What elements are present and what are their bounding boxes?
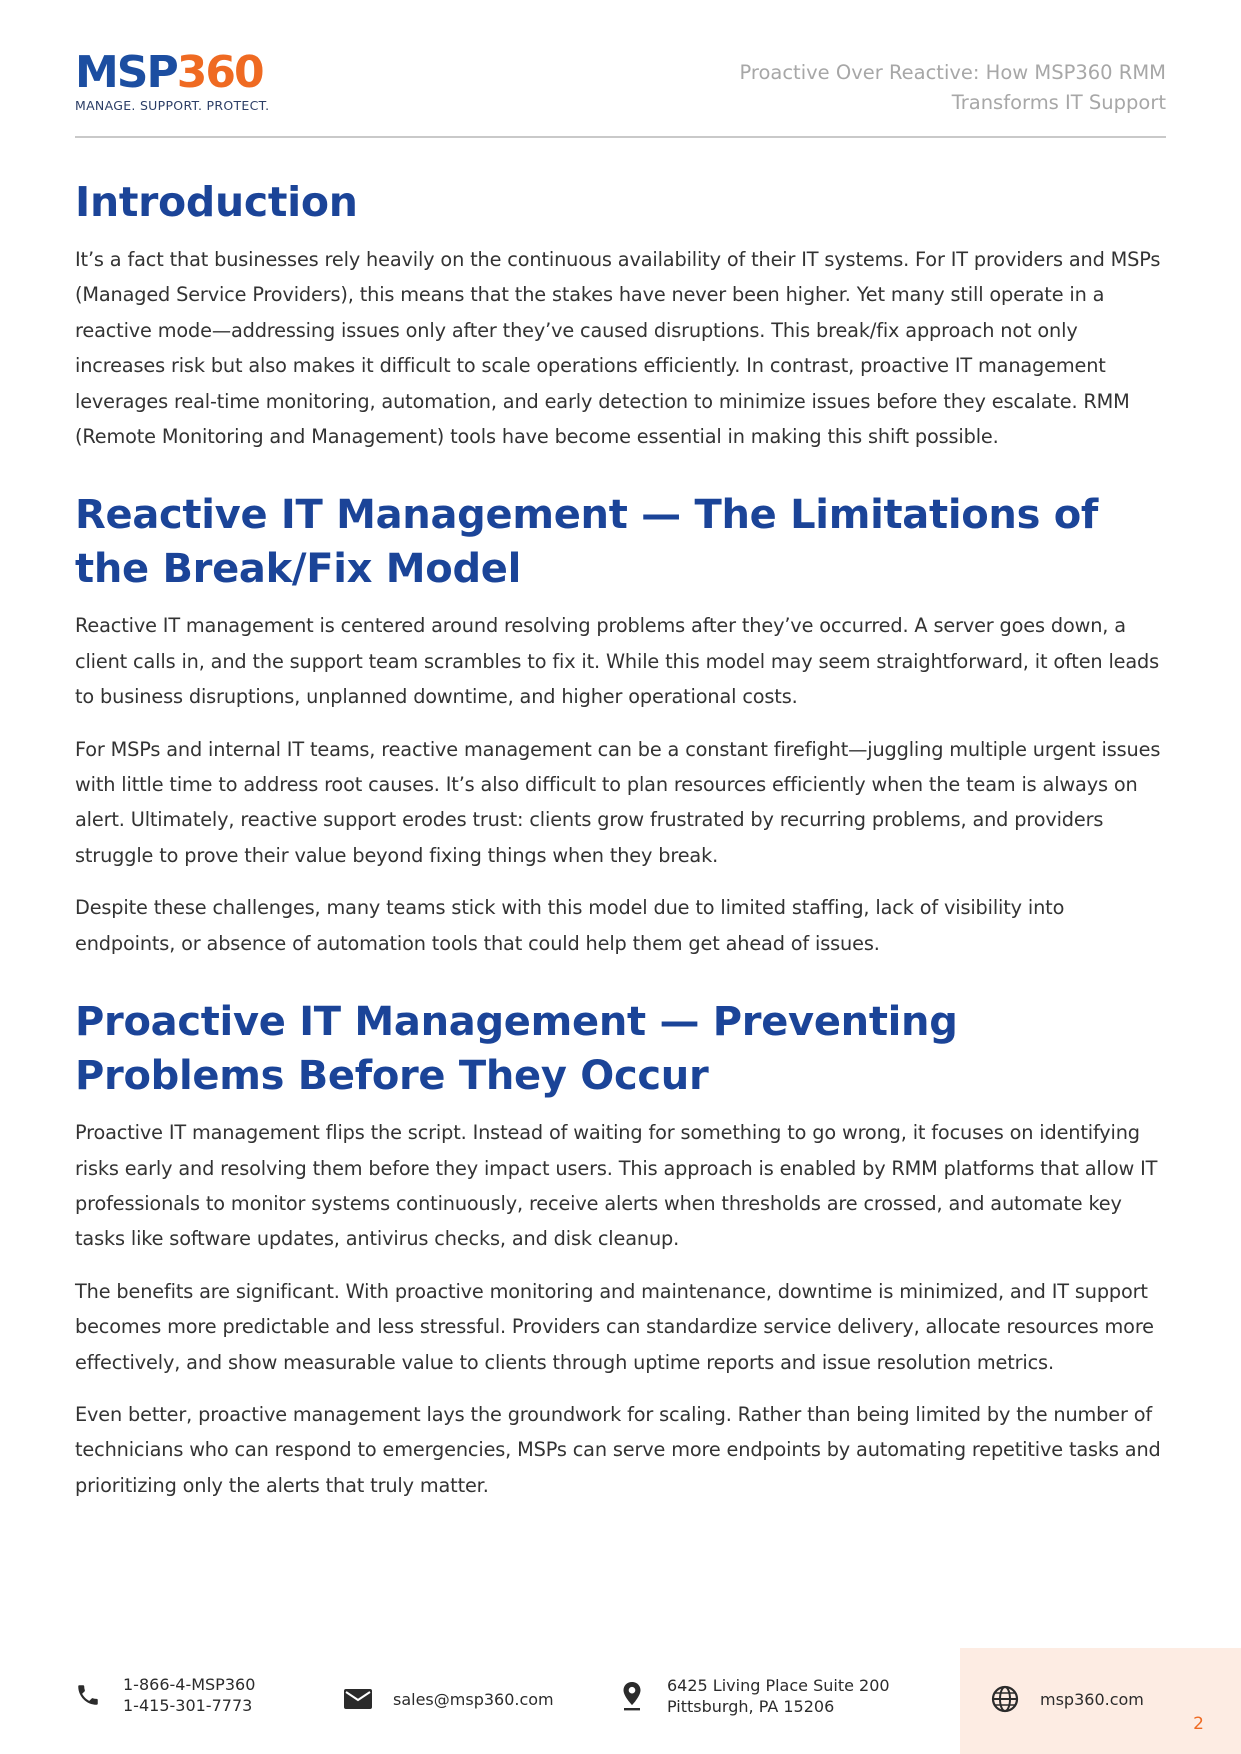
document-title-line1: Proactive Over Reactive: How MSP360 RMM: [739, 61, 1166, 84]
main-content: [75, 172, 1166, 1520]
paragraph: Despite these challenges, many teams stick with this model due to limited staffing, lack of visibility into endpoints, or absence of automation tools that could help them get ahead of issues.: [75, 896, 1065, 955]
website-link[interactable]: msp360.com: [1040, 1689, 1144, 1709]
paragraph: Even better, proactive management lays the groundwork for scaling. Rather than being limited by the number of technicians who can respond to emergencies, MSPs can serve more endpoints by automating repetitive tasks and prioritizing only the alerts that truly matter.: [75, 1402, 1161, 1497]
footer-email: [343, 1684, 554, 1714]
section-heading-introduction: Introduction: [75, 178, 358, 226]
paragraph: The benefits are significant. With proactive monitoring and maintenance, downtime is minimized, and IT support becomes more predictable and less stressful. Providers can standardize service delivery, allocate resources more effectively, and show measurable value to clients through uptime reports and issue resolution metrics.: [75, 1279, 1154, 1374]
website-panel: [960, 1648, 1241, 1754]
location-pin-icon: [617, 1681, 647, 1711]
phone-number-2[interactable]: 1-415-301-7773: [123, 1696, 253, 1715]
paragraph: For MSPs and internal IT teams, reactive management can be a constant firefight—juggling multiple urgent issues with little time to address root causes. It’s also difficult to plan resources efficiently when the team is always on alert. Ultimately, reactive support erodes trust: clients grow frustrated by recurring problems, and providers struggle to prove their value beyond fixing things when they break.: [75, 737, 1161, 867]
address-line-1: 6425 Living Place Suite 200: [667, 1676, 890, 1695]
document-title-line2: Transforms IT Support: [951, 91, 1166, 114]
paragraph: Proactive IT management flips the script. Instead of waiting for something to go wrong, it focuses on identifying risks early and resolving them before they impact users. This approach is enabled by RMM platforms that allow IT professionals to monitor systems continuously, receive alerts when thresholds are crossed, and automate key tasks like software updates, antivirus checks, and disk cleanup.: [75, 1121, 1158, 1251]
footer-address: [617, 1675, 890, 1717]
logo-wordmark: [75, 48, 269, 98]
mail-icon: [343, 1684, 373, 1714]
msp360-logo: [75, 48, 269, 113]
globe-icon: [990, 1684, 1020, 1714]
page-header: [75, 48, 1166, 138]
paragraph: Reactive IT management is centered around resolving problems after they’ve occurred. A server goes down, a client calls in, and the support team scrambles to fix it. While this model may seem straightforward, it often leads to business disruptions, unplanned downtime, and higher operational costs.: [75, 614, 1160, 709]
paragraph: It’s a fact that businesses rely heavily on the continuous availability of their IT systems. For IT providers and MSPs (Managed Service Providers), this means that the stakes have never been higher. Yet many still operate in a reactive mode—addressing issues only after they’ve caused disruptions. This break/fix approach not only increases risk but also makes it difficult to scale operations efficiently. In contrast, proactive IT management leverages real-time monitoring, automation, and early detection to minimize issues before they escalate. RMM (Remote Monitoring and Management) tools have become essential in making this shift possible.: [75, 248, 1161, 449]
section-heading-proactive: Proactive IT Management — Preventing Problems Before They Occur: [75, 999, 958, 1100]
address-line-2: Pittsburgh, PA 15206: [667, 1697, 835, 1716]
section-heading-reactive: Reactive IT Management — The Limitations of the Break/Fix Model: [75, 492, 1098, 593]
page-number: 2: [1193, 1714, 1204, 1734]
phone-number-1[interactable]: 1-866-4-MSP360: [123, 1675, 256, 1694]
logo-tagline: MANAGE. SUPPORT. PROTECT.: [75, 98, 270, 113]
logo-text-accent: 360: [176, 47, 263, 98]
page-footer: [0, 1648, 1241, 1754]
phone-icon: [73, 1680, 103, 1710]
email-link[interactable]: sales@msp360.com: [393, 1689, 554, 1709]
footer-phone: [73, 1674, 255, 1716]
logo-text-main: MSP: [75, 47, 177, 98]
footer-website: [990, 1684, 1144, 1714]
document-title: [646, 58, 1166, 118]
